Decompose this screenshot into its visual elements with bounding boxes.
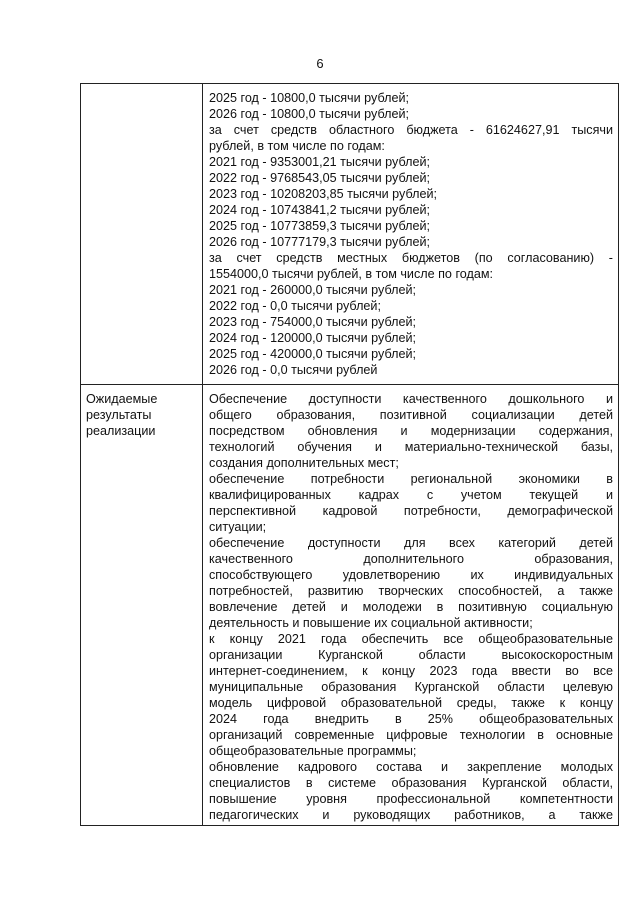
text-line: общего образования, позитивной социализации детей (209, 408, 613, 422)
label-line: Ожидаемые (86, 392, 158, 406)
text-line: муниципальные образования Курганской области целевую (209, 680, 613, 694)
content-text (203, 385, 618, 823)
text-line: 2025 год - 10773859,3 тысячи рублей; (209, 219, 430, 233)
label-line: результаты (86, 408, 152, 422)
text-line: обновление кадрового состава и закрепление молодых (209, 760, 613, 774)
content-text (203, 84, 618, 384)
label-text (81, 385, 202, 439)
text-line: обеспечение доступности для всех категорий детей (209, 536, 613, 550)
text-line: рублей, в том числе по годам: (209, 139, 385, 153)
text-line: 2022 год - 0,0 тысячи рублей; (209, 299, 381, 313)
text-line: квалифицированных кадрах с учетом текущей и (209, 488, 613, 502)
text-line: 2024 год - 10743841,2 тысячи рублей; (209, 203, 430, 217)
text-line: 1554000,0 тысячи рублей, в том числе по годам: (209, 267, 493, 281)
page-number: 6 (316, 56, 324, 71)
text-line: 2023 год - 754000,0 тысячи рублей; (209, 315, 416, 329)
text-line: 2025 год - 420000,0 тысячи рублей; (209, 347, 416, 361)
text-line: 2026 год - 10777179,3 тысячи рублей; (209, 235, 430, 249)
text-line: модель цифровой образовательной среды, также к концу (209, 696, 613, 710)
program-passport-table (80, 83, 619, 826)
text-line: интернет-соединением, к концу 2023 года ввести во все (209, 664, 613, 678)
label-cell-expected-results (81, 385, 203, 826)
content-cell-expected-results (203, 385, 619, 826)
text-line: потребностей, развитию творческих способностей, а также (209, 584, 613, 598)
text-line: создания дополнительных мест; (209, 456, 399, 470)
text-line: 2025 год - 10800,0 тысячи рублей; (209, 91, 409, 105)
text-line: за счет средств областного бюджета - 61624627,91 тысячи (209, 123, 613, 137)
label-line: реализации (86, 424, 156, 438)
text-line: 2024 года внедрить в 25% общеобразовательных (209, 712, 613, 726)
text-line: общеобразовательные программы; (209, 744, 417, 758)
text-line: за счет средств местных бюджетов (по согласованию) - (209, 251, 613, 265)
text-line: 2022 год - 9768543,05 тысячи рублей; (209, 171, 430, 185)
text-line: посредством обновления и модернизации содержания, (209, 424, 613, 438)
text-line: ситуации; (209, 520, 267, 534)
text-line: 2023 год - 10208203,85 тысячи рублей; (209, 187, 438, 201)
text-line: специалистов в системе образования Курганской области, (209, 776, 613, 790)
text-line: к концу 2021 года обеспечить все общеобразовательные (209, 632, 613, 646)
label-cell-financing (81, 84, 203, 385)
text-line: качественного дополнительного образования, (209, 552, 613, 566)
table-row-financing (81, 84, 619, 385)
text-line: обеспечение потребности региональной экономики в (209, 472, 613, 486)
text-line: 2021 год - 9353001,21 тысячи рублей; (209, 155, 430, 169)
text-line: 2024 год - 120000,0 тысячи рублей; (209, 331, 416, 345)
text-line: 2026 год - 10800,0 тысячи рублей; (209, 107, 409, 121)
text-line: Обеспечение доступности качественного дошкольного и (209, 392, 613, 406)
text-line: способствующего удовлетворению их индивидуальных (209, 568, 613, 582)
text-line: технологий обучения и материально-технической базы, (209, 440, 613, 454)
text-line: организации Курганской области высокоскоростным (209, 648, 613, 662)
table-row-expected-results (81, 385, 619, 826)
text-line: деятельность и повышение их социальной активности; (209, 616, 533, 630)
text-line: повышение уровня профессиональной компетентности (209, 792, 613, 806)
text-line: вовлечение детей и молодежи в позитивную социальную (209, 600, 613, 614)
text-line: 2026 год - 0,0 тысячи рублей (209, 363, 378, 377)
text-line: перспективной кадровой потребности, демографической (209, 504, 613, 518)
content-cell-financing (203, 84, 619, 385)
text-line: 2021 год - 260000,0 тысячи рублей; (209, 283, 416, 297)
label-text (81, 84, 202, 90)
text-line: организаций современные цифровые технологии в основные (209, 728, 613, 742)
text-line: педагогических и руководящих работников, а также (209, 808, 613, 822)
